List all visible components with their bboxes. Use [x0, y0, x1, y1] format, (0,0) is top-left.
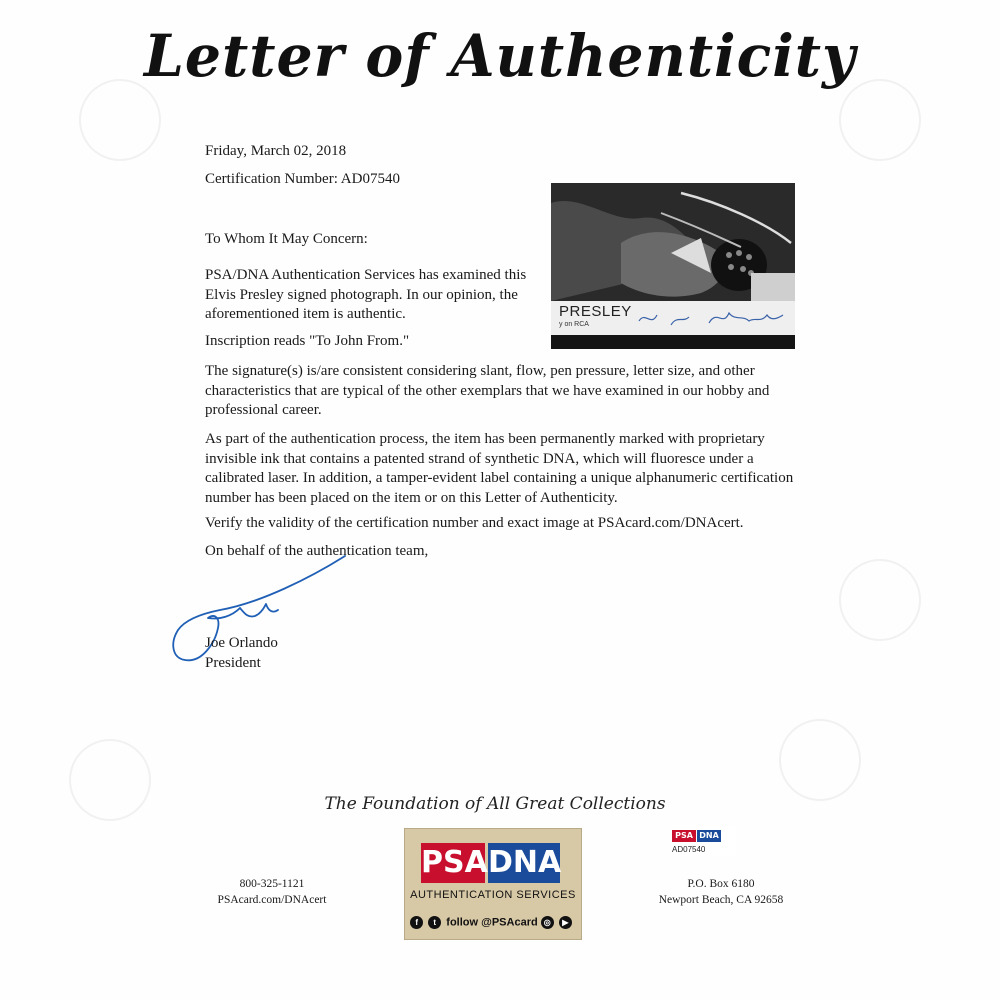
- instagram-icon[interactable]: ◎: [541, 916, 554, 929]
- signer-title: President: [205, 655, 261, 671]
- photo-caption: PRESLEY: [559, 303, 632, 320]
- footer-website: PSAcard.com/DNAcert: [217, 894, 327, 906]
- verify-line: Verify the validity of the certification number and exact image at PSAcard.com/DNAcert.: [205, 515, 744, 531]
- footer-contact: [200, 876, 344, 908]
- social-row: [404, 916, 580, 929]
- label-number: AD07540: [672, 845, 706, 854]
- salutation: To Whom It May Concern:: [205, 231, 368, 247]
- examination-paragraph: PSA/DNA Authentication Services has examined this Elvis Presley signed photograph. In our opinion, the aforementioned item is authentic.: [205, 267, 527, 322]
- twitter-icon[interactable]: t: [428, 916, 441, 929]
- authentication-process-paragraph: As part of the authentication process, the item has been permanently marked with proprietary invisible ink that contains a patented strand of synthetic DNA, which will fluoresce under a calibrated laser. In addition, a tamper-evident label containing a unique alphanumeric certification number has been placed on the item or on this Letter of Authenticity.: [205, 431, 794, 506]
- label-logo: [672, 830, 722, 842]
- youtube-icon[interactable]: ▶: [559, 916, 572, 929]
- logo-services-text: AUTHENTICATION SERVICES: [410, 889, 576, 901]
- social-handle: follow @PSAcard: [446, 916, 538, 929]
- tamper-evident-label: [672, 826, 736, 856]
- address-line-1: P.O. Box 6180: [687, 878, 755, 890]
- photo-autograph: [631, 301, 791, 335]
- logo-dna: DNA: [488, 843, 560, 883]
- autographed-photo: [551, 183, 795, 349]
- photo-bottom-band: [551, 335, 795, 349]
- footer-phone: 800-325-1121: [239, 878, 305, 890]
- footer-tagline: The Foundation of All Great Collections: [324, 794, 666, 814]
- logo-psa: PSA: [421, 843, 485, 883]
- address-line-2: Newport Beach, CA 92658: [658, 894, 784, 906]
- label-dna: DNA: [697, 830, 721, 842]
- label-psa: PSA: [672, 830, 696, 842]
- facebook-icon[interactable]: f: [410, 916, 423, 929]
- letter-title: Letter of Authenticity: [143, 22, 857, 90]
- photo-subcaption: y on RCA: [559, 321, 589, 328]
- letter-date: Friday, March 02, 2018: [205, 143, 347, 159]
- footer-address: [626, 876, 816, 908]
- closing-line: On behalf of the authentication team,: [205, 543, 429, 559]
- inscription-line: Inscription reads "To John From.": [205, 333, 410, 349]
- signature-analysis-paragraph: The signature(s) is/are consistent considering slant, flow, pen pressure, letter size, and other characteristics that are typical of the other exemplars that we have examined in our hobby and professional career.: [205, 363, 770, 418]
- photo-image: [551, 183, 795, 301]
- certification-number: Certification Number: AD07540: [205, 171, 400, 187]
- signer-name: Joe Orlando: [205, 635, 278, 651]
